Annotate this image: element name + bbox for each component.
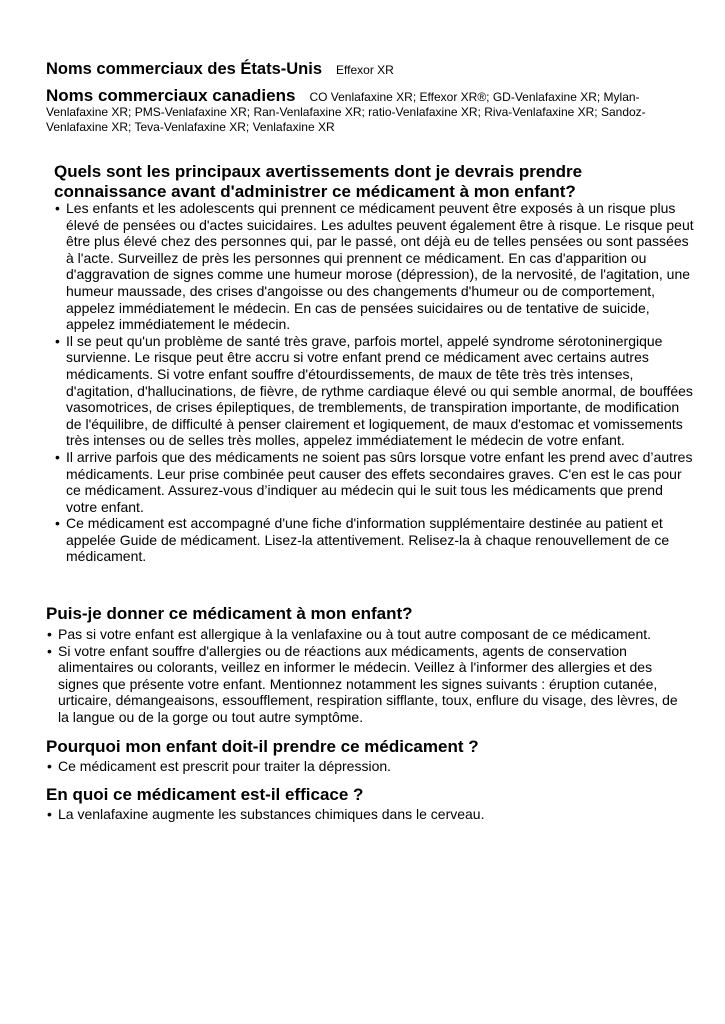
list-item: • Si votre enfant souffre d'allergies ou de réactions aux médicaments, agents de conservation alimentaires ou colorants, veillez en informer le médecin. Veillez à l'informer des allergies et des signes que présente votre enfant. Mentionnez notamment les signes suivants : éruption cutanée, urticaire, démangeaisons, essoufflement, respiration sifflante, toux, enflure du visage, des lèvres, de la langue ou de la gorge ou tout autre symptôme. xyxy=(46,643,691,726)
us-label: Noms commerciaux des États-Unis xyxy=(46,60,323,78)
canadian-brand-names xyxy=(46,88,686,135)
section-heading-warnings: Quels sont les principaux avertissements dont je devrais prendre connaissance avant d'administrer ce médicament à mon enfant? xyxy=(54,162,583,201)
us-brand-names xyxy=(46,60,394,79)
section-heading-why: Pourquoi mon enfant doit-il prendre ce médicament ? xyxy=(46,737,479,756)
section-heading-can-give: Puis-je donner ce médicament à mon enfant? xyxy=(46,604,413,623)
list-item: • Il arrive parfois que des médicaments ne soient pas sûrs lorsque votre enfant les prend avec d’autres médicaments. Leur prise combinée peut causer des effets secondaires graves. C'en est le cas pour ce médicament. Assurez-vous d’indiquer au médecin qui le suit tous les médicaments que prend votre enfant. xyxy=(54,449,694,515)
ca-value: CO Venlafaxine XR; Effexor XR®; GD-Venlafaxine XR; Mylan-Venlafaxine XR; PMS-Venlafaxine XR; Ran-Venlafaxine XR; ratio-Venlafaxine XR; Riva-Venlafaxine XR; Sandoz-Venlafaxine XR; Teva-Venlafaxine XR; Venlafaxine XR xyxy=(46,90,646,134)
how-list xyxy=(46,806,691,823)
why-list xyxy=(46,758,691,775)
section-heading-how: En quoi ce médicament est-il efficace ? xyxy=(46,785,364,804)
ca-label: Noms commerciaux canadiens xyxy=(46,86,296,105)
list-item: • La venlafaxine augmente les substances chimiques dans le cerveau. xyxy=(46,806,691,823)
list-item: • Pas si votre enfant est allergique à la venlafaxine ou à tout autre composant de ce médicament. xyxy=(46,626,691,643)
can-give-list xyxy=(46,626,691,726)
us-value: Effexor XR xyxy=(336,63,394,77)
list-item: • Il se peut qu'un problème de santé très grave, parfois mortel, appelé syndrome sérotoninergique survienne. Le risque peut être accru si votre enfant prend ce médicament avec certains autres médicaments. Si votre enfant souffre d'étourdissements, de maux de tête très très intenses, d'agitation, d'hallucinations, de fièvre, de rythme cardiaque élevé ou qui semble anormal, de bouffées vasomotrices, de crises épileptiques, de tremblements, de transpiration importante, de modification de l'équilibre, de difficulté à penser clairement et logiquement, de maux d'estomac et vomissements très intenses ou de selles très molles, appelez immédiatement le médecin de votre enfant. xyxy=(54,333,694,449)
warnings-list xyxy=(54,200,694,565)
list-item: • Ce médicament est prescrit pour traiter la dépression. xyxy=(46,758,691,775)
list-item: • Ce médicament est accompagné d'une fiche d'information supplémentaire destinée au patient et appelée Guide de médicament. Lisez-la attentivement. Relisez-la à chaque renouvellement de ce médicament. xyxy=(54,515,694,565)
list-item: • Les enfants et les adolescents qui prennent ce médicament peuvent être exposés à un risque plus élevé de pensées ou d'actes suicidaires. Les adultes peuvent également être à risque. Le risque peut être plus élevé chez des personnes qui, par le passé, ont déjà eu de telles pensées ou sont passées à l'acte. Surveillez de près les personnes qui prennent ce médicament. En cas d'apparition ou d'aggravation de signes comme une humeur morose (dépression), de la nervosité, de l'agitation, une humeur maussade, des crises d'angoisse ou des changements d'humeur ou de comportement, appelez immédiatement le médecin. En cas de pensées suicidaires ou de tentative de suicide, appelez immédiatement le médecin. xyxy=(54,200,694,333)
